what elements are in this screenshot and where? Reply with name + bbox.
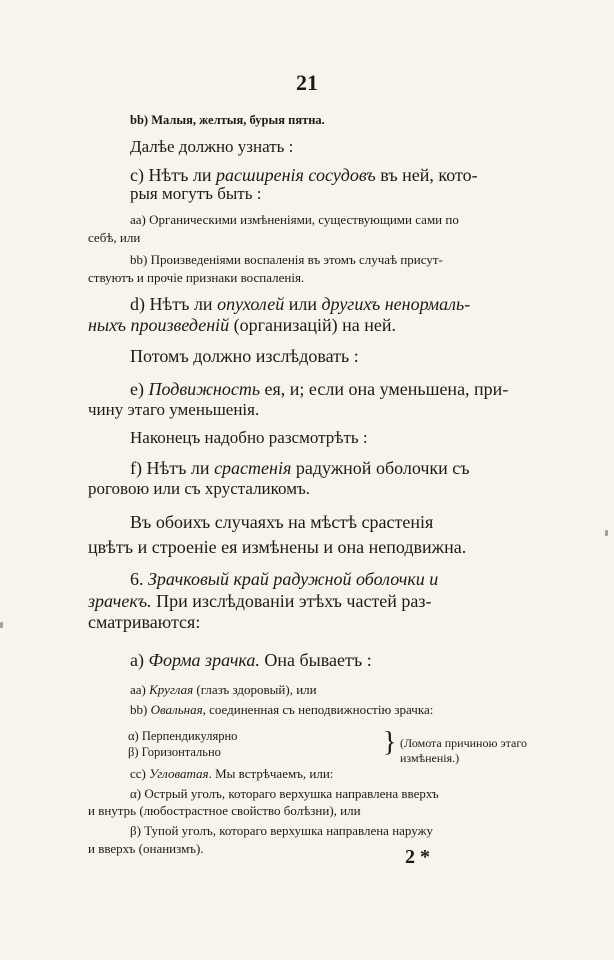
- text-line: и вверхъ (онанизмъ).: [88, 841, 204, 856]
- text-line: себѣ, или: [88, 230, 141, 245]
- text-line: ствуютъ и прочіе признаки воспаленія.: [88, 270, 305, 285]
- page-number: 21: [296, 70, 318, 95]
- text-line: aa) Круглая (глазъ здоровый), или: [130, 682, 317, 697]
- text-line: α) Острый уголъ, котораго верхушка направлена вверхъ: [130, 786, 439, 801]
- text-line: β) Горизонтально: [128, 745, 221, 759]
- text-line: e) Подвижность ея, и; если она уменьшена, при-: [130, 379, 509, 399]
- text-line: a) Форма зрачка. Она бываетъ :: [130, 650, 372, 670]
- text-line: сматриваются:: [88, 612, 201, 632]
- margin-mark: [0, 622, 3, 628]
- text-line: чину этаго уменьшенія.: [88, 400, 260, 419]
- text-line: α) Перпендикулярно: [128, 729, 238, 743]
- text-line: bb) Малыя, желтыя, бурыя пятна.: [130, 113, 325, 127]
- text-line: и внутрь (любострастное свойство болѣзни), или: [88, 803, 361, 818]
- margin-mark: [605, 530, 608, 536]
- subheading: Потомъ должно изслѣдовать :: [130, 346, 359, 366]
- signature-mark: 2 *: [405, 846, 430, 868]
- text-line: bb) Овальная, соединенная съ неподвижностію зрачка:: [130, 702, 434, 717]
- text-line: bb) Произведеніями воспаленія въ этомъ случаѣ присут-: [130, 252, 443, 267]
- subheading: Наконецъ надобно разсмотрѣть :: [130, 428, 368, 447]
- text-line: β) Тупой уголъ, котораго верхушка направлена наружу: [130, 823, 434, 838]
- section-heading: 6. Зрачковый край радужной оболочки и: [130, 569, 439, 589]
- text-line: aa) Органическими измѣненіями, существующими сами по: [130, 212, 459, 227]
- text-line: ныхъ произведеній (организацій) на ней.: [88, 315, 397, 335]
- text-line: Въ обоихъ случаяхъ на мѣстѣ срастенія: [130, 512, 434, 532]
- brace-symbol: }: [383, 727, 397, 758]
- text-line: d) Нѣтъ ли опухолей или другихъ ненормаль-: [130, 294, 471, 314]
- subheading: Далѣе должно узнать :: [130, 137, 294, 156]
- brace-note: (Ломота причиною этаго измѣненія.): [400, 736, 527, 765]
- text-line: c) Нѣтъ ли расширенія сосудовъ въ ней, кото-: [130, 165, 478, 185]
- text-line: cc) Угловатая. Мы встрѣчаемъ, или:: [130, 766, 334, 781]
- text-line: роговою или съ хрусталикомъ.: [88, 479, 311, 498]
- text-line: f) Нѣтъ ли срастенія радужной оболочки съ: [130, 458, 470, 478]
- brace-group: [118, 727, 538, 763]
- text-line: цвѣтъ и строеніе ея измѣнены и она неподвижна.: [88, 537, 467, 557]
- section-heading: зрачекъ. При изслѣдованіи этѣхъ частей раз-: [88, 591, 432, 611]
- text-line: рыя могутъ быть :: [130, 184, 262, 203]
